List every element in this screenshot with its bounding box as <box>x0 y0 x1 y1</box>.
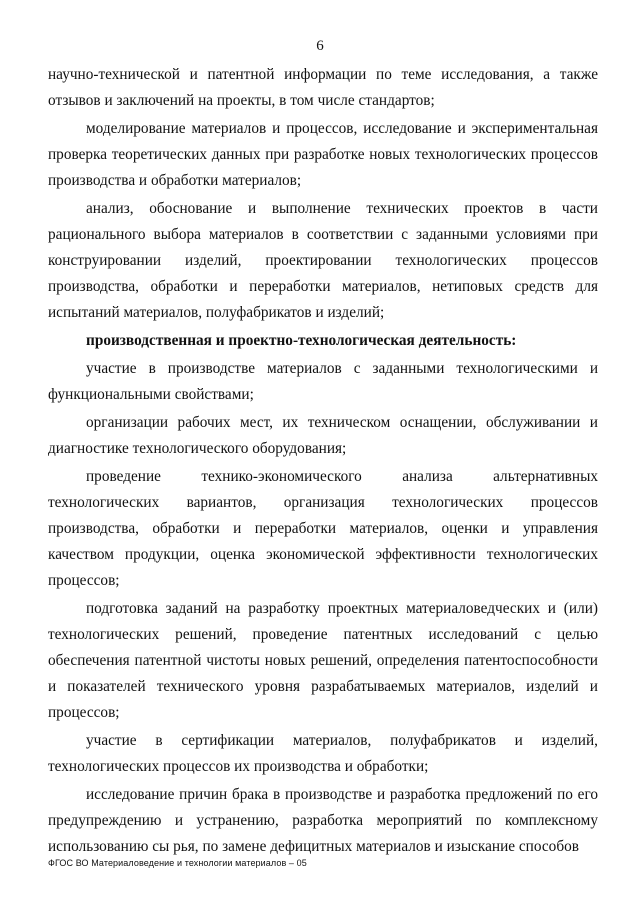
page-footer: ФГОС ВО Материаловедение и технологии материалов – 05 <box>48 858 307 868</box>
page-number: 6 <box>316 38 324 54</box>
paragraph: проведение технико-экономического анализа альтернативных технологических вариантов, организация технологических процессов производства, обработки и переработки материалов, оценки и управления качеством продукции, оценка экономической эффективности технологических процессов; <box>48 468 598 589</box>
paragraph: научно-технической и патентной информации по теме исследования, а также отзывов и заключений на проекты, в том числе стандартов; <box>48 66 598 109</box>
section-heading: производственная и проектно-технологическая деятельность: <box>86 332 517 349</box>
paragraph: исследование причин брака в производстве и разработка предложений по его предупреждению и устранению, разработка мероприятий по комплексному использованию сы рья, по замене дефицитных материалов и изыскание способов <box>48 786 598 855</box>
paragraph: подготовка заданий на разработку проектных материаловедческих и (или) технологических решений, проведение патентных исследований с целью обеспечения патентной чистоты новых решений, определения патентоспособности и показателей технического уровня разрабатываемых материалов, изделий и процессов; <box>48 600 598 721</box>
paragraph: участие в производстве материалов с заданными технологическими и функциональными свойствами; <box>48 360 598 403</box>
paragraph: организации рабочих мест, их техническом оснащении, обслуживании и диагностике технологического оборудования; <box>48 414 598 457</box>
paragraph: анализ, обоснование и выполнение технических проектов в части рационального выбора материалов в соответствии с заданными условиями при конструировании изделий, проектировании технологических процессов производства, обработки и переработки материалов, нетиповых средств для испытаний материалов, полуфабрикатов и изделий; <box>48 200 598 321</box>
paragraph: участие в сертификации материалов, полуфабрикатов и изделий, технологических процессов их производства и обработки; <box>48 732 598 775</box>
document-body <box>48 62 598 860</box>
paragraph: моделирование материалов и процессов, исследование и экспериментальная проверка теоретических данных при разработке новых технологических процессов производства и обработки материалов; <box>48 120 598 189</box>
